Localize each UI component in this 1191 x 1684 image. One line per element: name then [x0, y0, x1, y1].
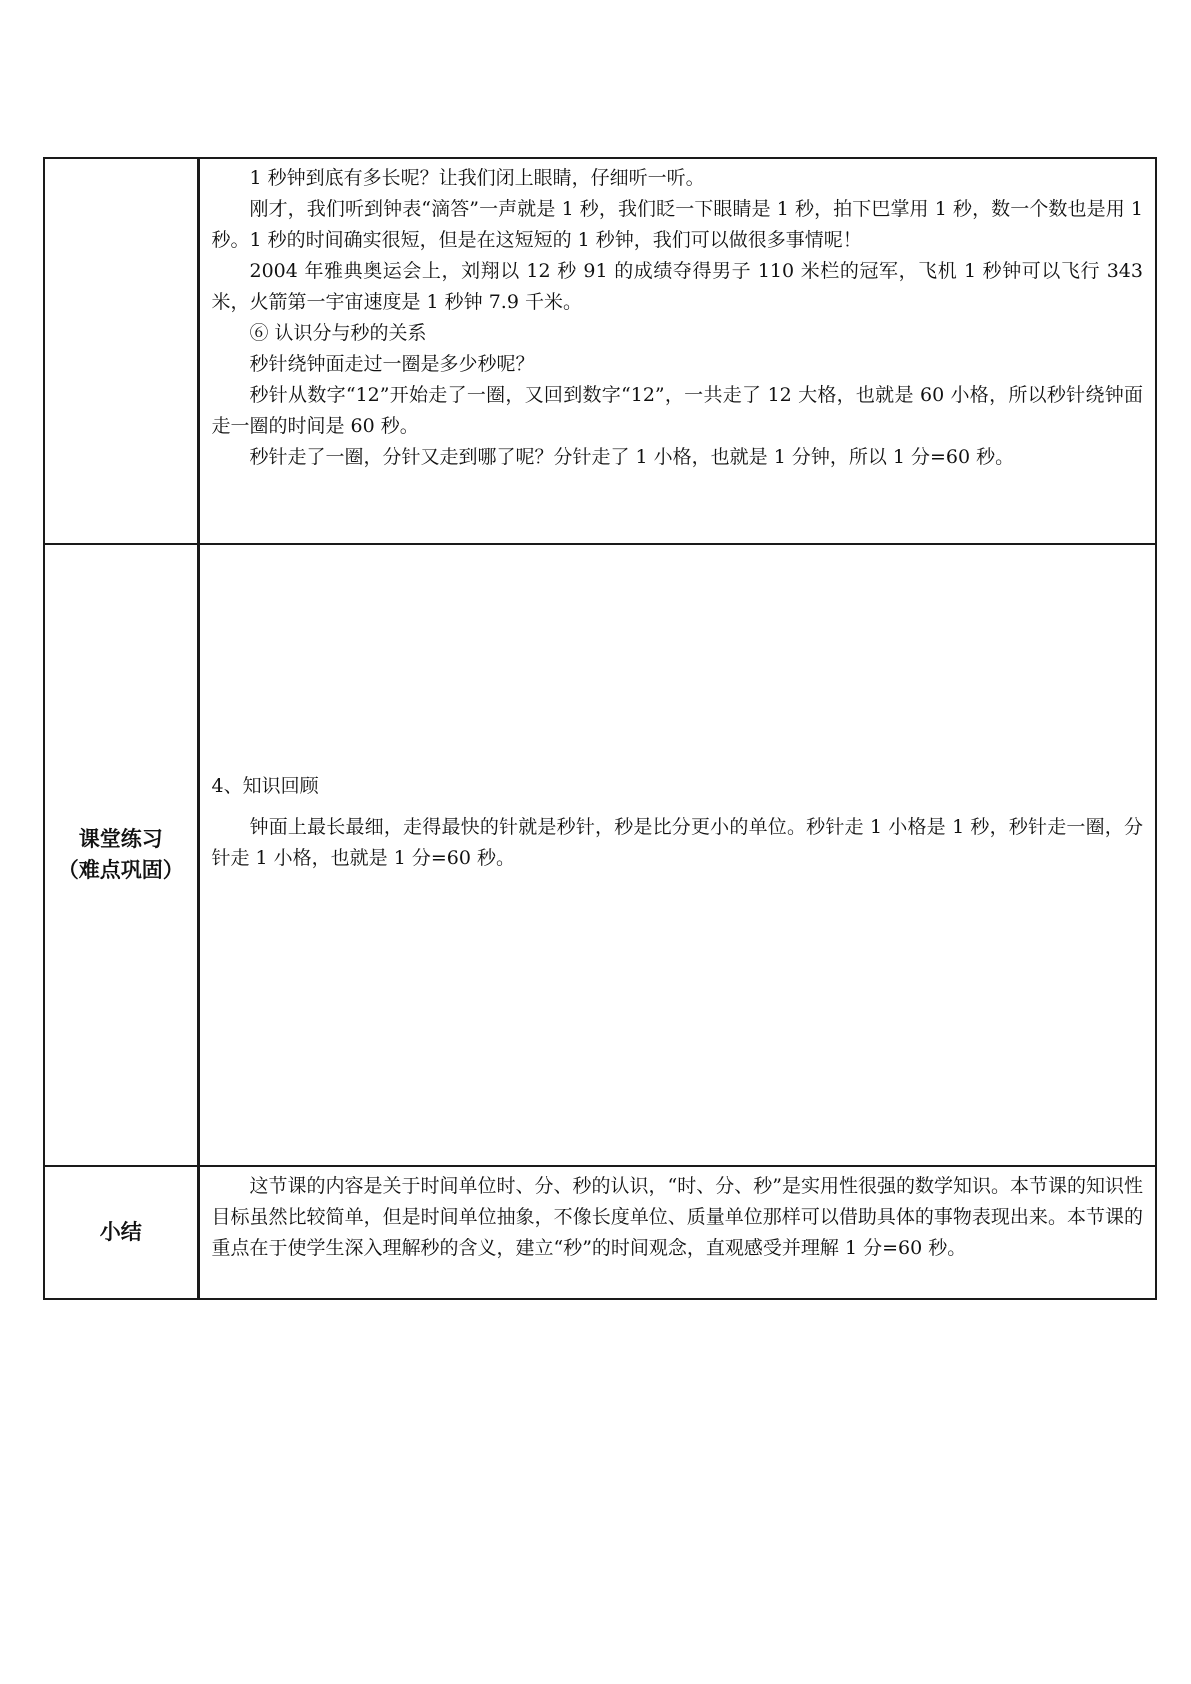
row-content-classroom-practice — [198, 544, 1156, 1166]
paragraph-knowledge-review: 钟面上最长最细，走得最快的针就是秒针，秒是比分更小的单位。秒针走 1 小格是 1 秒，秒针走一圈，分针走 1 小格，也就是 1 分=60 秒。 — [211, 816, 1143, 869]
table-row-classroom-practice — [44, 544, 1156, 1166]
table-row-teaching-process — [44, 158, 1156, 544]
paragraph-second-hand-circle: 秒针从数字“12”开始走了一圈，又回到数字“12”，一共走了 12 大格，也就是 60 小格，所以秒针绕钟面走一圈的时间是 60 秒。 — [211, 384, 1143, 437]
row-label-summary — [44, 1166, 198, 1299]
paragraph-minute-equals-sixty: 秒针走了一圈，分针又走到哪了呢？分针走了 1 小格，也就是 1 分钟，所以 1 分=60 秒。 — [249, 446, 1015, 468]
paragraph-olympics-example: 2004 年雅典奥运会上，刘翔以 12 秒 91 的成绩夺得男子 110 米栏的冠军，飞机 1 秒钟可以飞行 343 米，火箭第一宇宙速度是 1 秒钟 7.9 千米。 — [211, 260, 1143, 313]
paragraph-one-second-question: 1 秒钟到底有多长呢？让我们闭上眼睛，仔细听一听。 — [249, 167, 705, 189]
paragraph-summary: 这节课的内容是关于时间单位时、分、秒的认识，“时、分、秒”是实用性很强的数学知识。本节课的知识性目标虽然比较简单，但是时间单位抽象，不像长度单位、质量单位那样可以借助具体的事物表现出来。本节课的重点在于使学生深入理解秒的含义，建立“秒”的时间观念，直观感受并理解 1 分=60 秒。 — [211, 1175, 1143, 1259]
row-label-empty — [44, 158, 198, 544]
section-heading-minute-second: ⑥ 认识分与秒的关系 — [249, 322, 427, 344]
row-content-summary — [198, 1166, 1156, 1299]
section-heading-knowledge-review: 4、知识回顾 — [211, 775, 319, 797]
paragraph-one-second-examples: 刚才，我们听到钟表“滴答”一声就是 1 秒，我们眨一下眼睛是 1 秒，拍下巴掌用 1 秒，数一个数也是用 1 秒。1 秒的时间确实很短，但是在这短短的 1 秒钟，我们可以做很多事情呢！ — [211, 198, 1143, 251]
label-difficulty-consolidation: （难点巩固） — [57, 858, 184, 882]
label-summary: 小结 — [99, 1220, 142, 1244]
lesson-plan-table — [43, 157, 1157, 1300]
row-content-teaching-process — [198, 158, 1156, 544]
row-label-classroom-practice — [44, 544, 198, 1166]
paragraph-second-hand-question: 秒针绕钟面走过一圈是多少秒呢？ — [249, 353, 535, 375]
label-classroom-practice: 课堂练习 — [78, 827, 163, 851]
table-row-summary — [44, 1166, 1156, 1299]
